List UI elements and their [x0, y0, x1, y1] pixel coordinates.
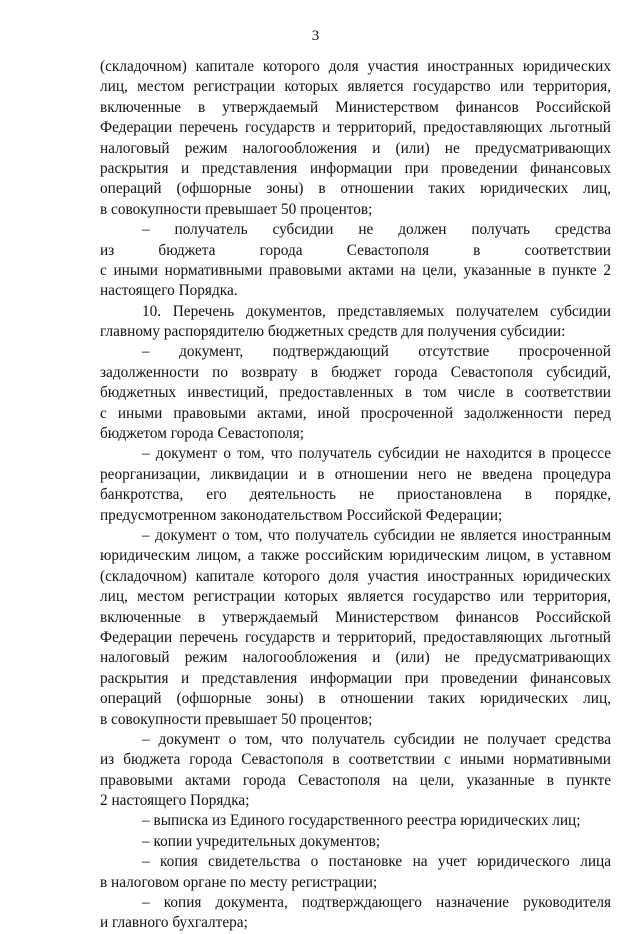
- text-line: – копия свидетельства о постановке на учет юридического лица: [142, 853, 611, 871]
- text-line: и главного бухгалтера;: [100, 914, 248, 932]
- text-line: лиц, местом регистрации которых является государство или территория,: [100, 78, 611, 96]
- text-line: из бюджета города Севастополя в соответствии с иными нормативными: [100, 751, 611, 769]
- text-line: из бюджета города Севастополя в соответствии: [100, 241, 611, 259]
- text-line: правовыми актами города Севастополя на цели, указанные в пункте: [100, 771, 611, 789]
- text-line: (складочном) капитале которого доля участия иностранных юридических: [100, 58, 611, 75]
- text-line: 2 настоящего Порядка;: [100, 792, 250, 810]
- text-line: настоящего Порядка.: [100, 282, 238, 300]
- text-line: в совокупности превышает 50 процентов;: [100, 710, 373, 728]
- text-line: включенные в утверждаемый Министерством финансов Российской: [100, 608, 611, 626]
- text-line: – документ, подтверждающий отсутствие просроченной: [142, 343, 611, 361]
- text-line: операций (офшорные зоны) в отношении таких юридических лиц,: [100, 690, 611, 708]
- text-line: налоговый режим налогообложения и (или) не предусматривающих: [100, 649, 611, 667]
- text-line: налоговый режим налогообложения и (или) не предусматривающих: [100, 139, 611, 157]
- text-line: 10. Перечень документов, представляемых получателем субсидии: [142, 302, 611, 320]
- text-line: лиц, местом регистрации которых является государство или территория,: [100, 588, 611, 606]
- text-line: – документ о том, что получатель субсидии не получает средства: [142, 730, 611, 748]
- text-line: – документ о том, что получатель субсидии не является иностранным: [142, 526, 611, 544]
- text-line: раскрытия и представления информации при проведении финансовых: [100, 669, 611, 687]
- text-line: – выписка из Единого государственного реестра юридических лиц;: [142, 812, 581, 830]
- text-line: операций (офшорные зоны) в отношении таких юридических лиц,: [100, 180, 611, 198]
- text-line: Федерации перечень государств и территорий, предоставляющих льготный: [100, 119, 611, 137]
- text-line: – получатель субсидии не должен получать средства: [142, 221, 611, 239]
- text-line: включенные в утверждаемый Министерством финансов Российской: [100, 98, 611, 116]
- text-line: в совокупности превышает 50 процентов;: [100, 200, 373, 218]
- text-line: банкротства, его деятельность не приостановлена в порядке,: [100, 486, 611, 504]
- text-line: (складочном) капитале которого доля участия иностранных юридических: [100, 567, 611, 585]
- text-line: бюджетных инвестиций, предоставленных в том числе в соответствии: [100, 384, 611, 402]
- text-line: в налоговом органе по месту регистрации;: [100, 873, 378, 891]
- text-line: главному распорядителю бюджетных средств для получения субсидии:: [100, 323, 566, 341]
- text-line: юридическим лицом, а также российским юридическим лицом, в уставном: [100, 547, 611, 565]
- text-line: реорганизации, ликвидации и в отношении него не введена процедура: [100, 465, 611, 483]
- text-line: – документ о том, что получатель субсидии не находится в процессе: [142, 445, 611, 463]
- document-body: [100, 57, 611, 934]
- text-line: – копии учредительных документов;: [142, 832, 381, 850]
- text-line: задолженности по возврату в бюджет города Севастополя субсидий,: [100, 363, 611, 381]
- text-line: раскрытия и представления информации при проведении финансовых: [100, 159, 611, 177]
- page-number: 3: [311, 28, 320, 44]
- text-line: с иными нормативными правовыми актами на цели, указанные в пункте 2: [100, 261, 611, 279]
- text-line: Федерации перечень государств и территорий, предоставляющих льготный: [100, 628, 611, 646]
- text-line: предусмотренном законодательством Российской Федерации;: [100, 506, 503, 524]
- text-line: с иными правовыми актами, иной просроченной задолженности перед: [100, 404, 611, 422]
- text-line: бюджетом города Севастополя;: [100, 425, 304, 443]
- text-line: – копия документа, подтверждающего назначение руководителя: [142, 894, 611, 912]
